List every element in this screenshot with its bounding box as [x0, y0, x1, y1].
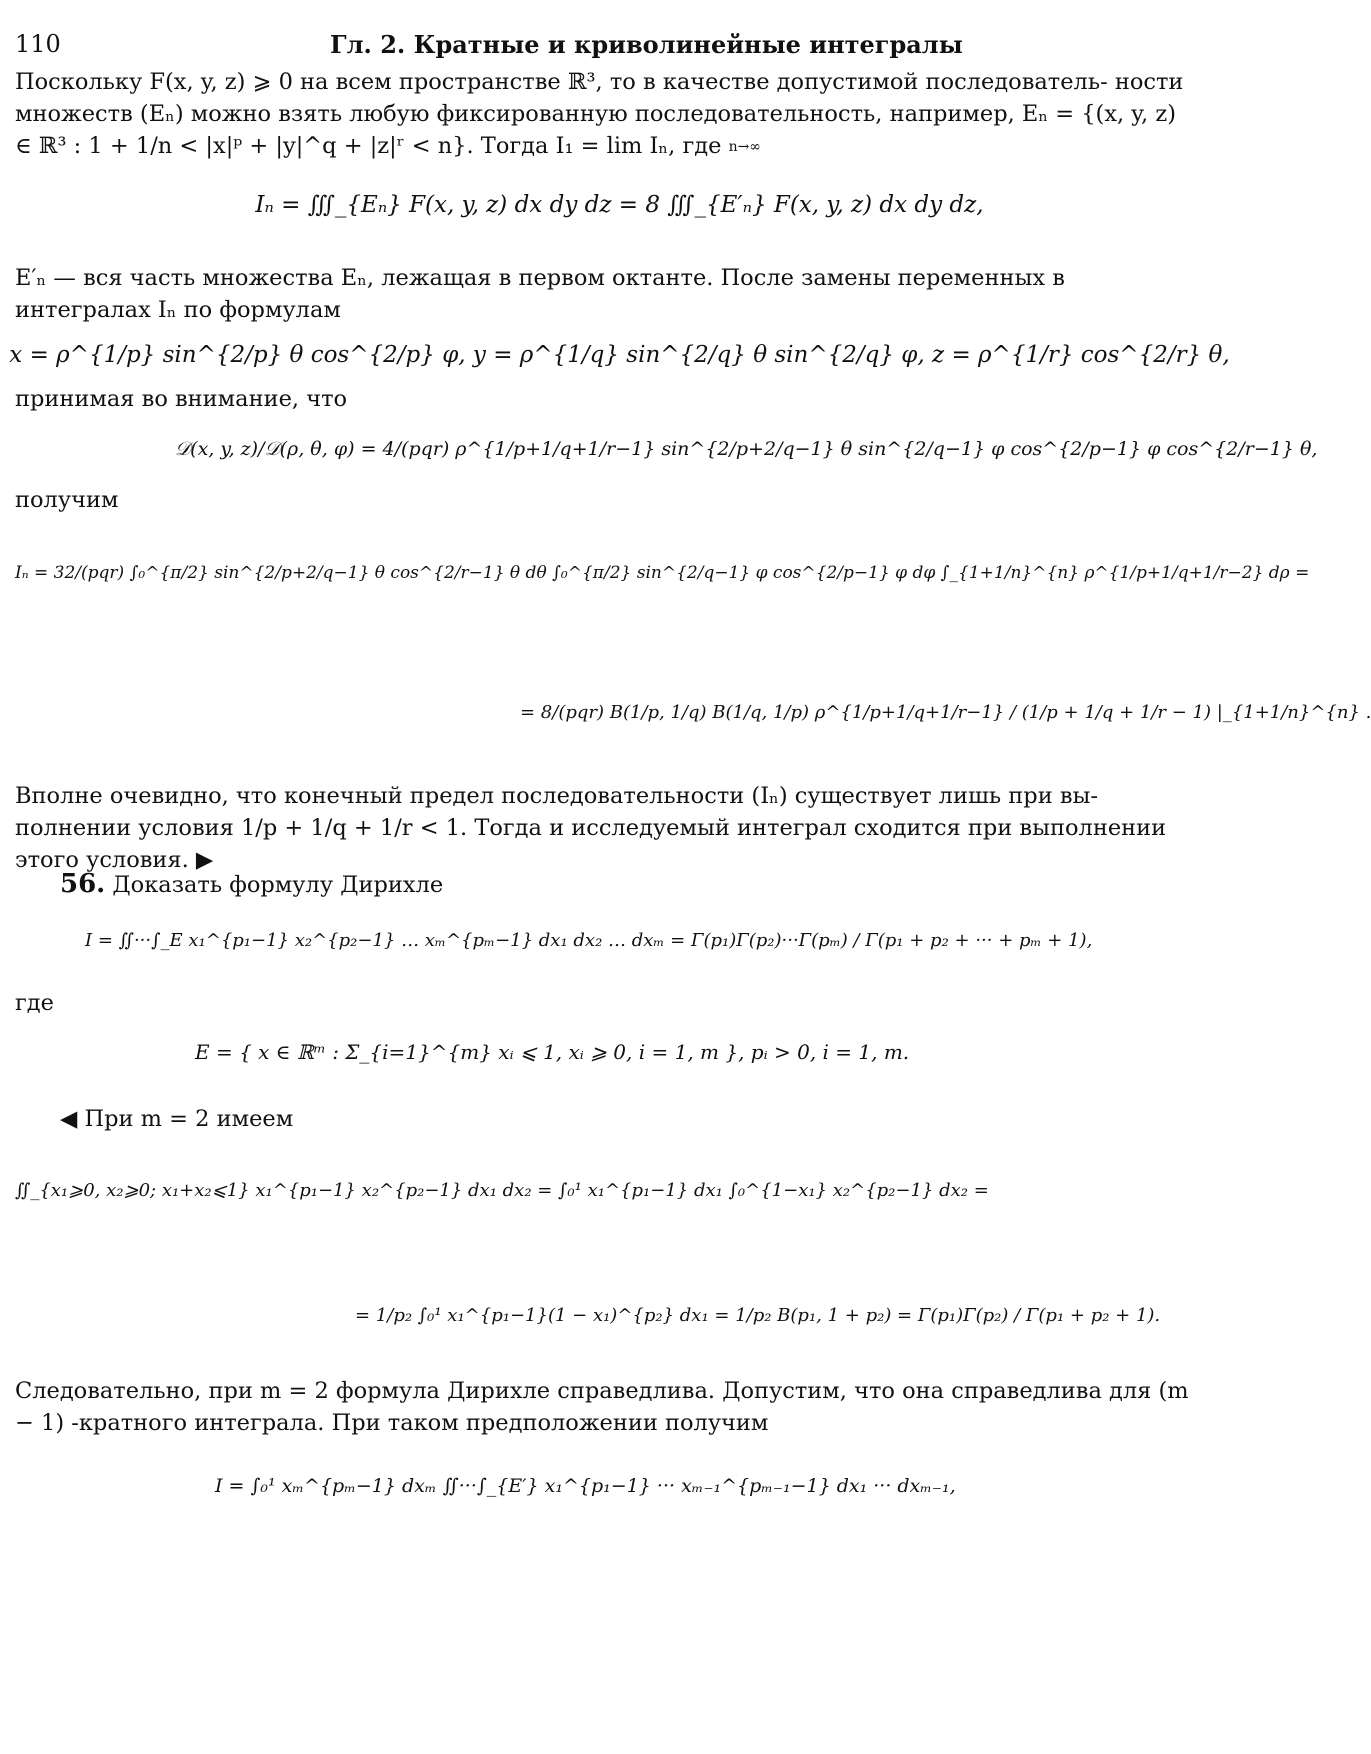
problem-number: 56. — [60, 869, 106, 899]
equation-10: I = ∫₀¹ xₘ^{pₘ−1} dxₘ ∬···∫_{E′} x₁^{p₁−1} ··· xₘ₋₁^{pₘ₋₁−1} dx₁ ··· dxₘ₋₁, — [215, 1475, 956, 1497]
paragraph-intro — [15, 66, 1190, 162]
equation-3: 𝒟(x, y, z)/𝒟(ρ, θ, φ) = 4/(pqr) ρ^{1/p+1/q+1/r−1} sin^{2/p+2/q−1} θ sin^{2/q−1} φ cos^{2/p−1} φ cos^{2/r−1} θ, — [175, 438, 1318, 460]
equation-7: E = { x ∈ ℝᵐ : Σ_{i=1}^{m} xᵢ ⩽ 1, xᵢ ⩾ 0, i = 1, m }, pᵢ > 0, i = 1, m. — [195, 1040, 910, 1064]
paragraph-obtain: получим — [15, 487, 119, 513]
equation-9: = 1/p₂ ∫₀¹ x₁^{p₁−1}(1 − x₁)^{p₂} dx₁ = 1/p₂ B(p₁, 1 + p₂) = Γ(p₁)Γ(p₂) / Γ(p₁ + p₂ + 1). — [355, 1305, 1161, 1326]
equation-5: = 8/(pqr) B(1/p, 1/q) B(1/q, 1/p) ρ^{1/p+1/q+1/r−1} / (1/p + 1/q + 1/r − 1) |_{1+1/n}^{n} . — [520, 702, 1371, 723]
paragraph-induction: Следовательно, при m = 2 формула Дирихле справедлива. Допустим, что она справедлива для (m − 1) -кратного интеграла. При таком предположении получим — [15, 1378, 1189, 1436]
equation-6: I = ∬···∫_E x₁^{p₁−1} x₂^{p₂−1} … xₘ^{pₘ−1} dx₁ dx₂ … dxₘ = Γ(p₁)Γ(p₂)···Γ(pₘ) / Γ(p₁ + p₂ + ··· + pₘ + 1), — [85, 930, 1093, 951]
equation-2: x = ρ^{1/p} sin^{2/p} θ cos^{2/p} φ, y = ρ^{1/q} sin^{2/q} θ sin^{2/q} φ, z = ρ^{1/r} cos^{2/r} θ, — [9, 342, 1230, 368]
paragraph-convergence: Вполне очевидно, что конечный предел последовательности (Iₙ) существует лишь при вы- полнении условия 1/p + 1/q + 1/r < 1. Тогда и исследуемый интеграл сходится при выполнении этого условия. ▶ — [15, 783, 1167, 873]
paragraph-intro-text: Поскольку F(x, y, z) ⩾ 0 на всем пространстве ℝ³, то в качестве допустимой последователь- ности множеств (Eₙ) можно взять любую фиксированную последовательность, например, Eₙ = {(x, y, z) ∈ ℝ³ : 1 + 1/n < |x|ᵖ + |y|^q + |z|ʳ < n}. Тогда I₁ = lim Iₙ, где — [15, 69, 1184, 159]
running-title: Гл. 2. Кратные и криволинейные интегралы — [330, 30, 963, 59]
paragraph-case-m2: ◀ При m = 2 имеем — [60, 1106, 294, 1132]
equation-1: Iₙ = ∭_{Eₙ} F(x, y, z) dx dy dz = 8 ∭_{E′ₙ} F(x, y, z) dx dy dz, — [255, 192, 984, 218]
paragraph-where: где — [15, 990, 54, 1016]
limit-subscript: n→∞ — [728, 139, 761, 155]
page-number: 110 — [15, 30, 61, 58]
paragraph-octant: E′ₙ — вся часть множества Eₙ, лежащая в первом октанте. После замены переменных в интегралах Iₙ по формулам — [15, 265, 1065, 323]
equation-4: Iₙ = 32/(pqr) ∫₀^{π/2} sin^{2/p+2/q−1} θ cos^{2/r−1} θ dθ ∫₀^{π/2} sin^{2/q−1} φ cos^{2/p−1} φ dφ ∫_{1+1/n}^{n} ρ^{1/p+1/q+1/r−2} dρ = — [15, 563, 1310, 583]
equation-8: ∬_{x₁⩾0, x₂⩾0; x₁+x₂⩽1} x₁^{p₁−1} x₂^{p₂−1} dx₁ dx₂ = ∫₀¹ x₁^{p₁−1} dx₁ ∫₀^{1−x₁} x₂^{p₂−1} dx₂ = — [15, 1180, 989, 1201]
problem-statement: Доказать формулу Дирихле — [112, 872, 444, 898]
paragraph-taking-into-account: принимая во внимание, что — [15, 386, 348, 412]
problem-heading — [60, 868, 1235, 901]
